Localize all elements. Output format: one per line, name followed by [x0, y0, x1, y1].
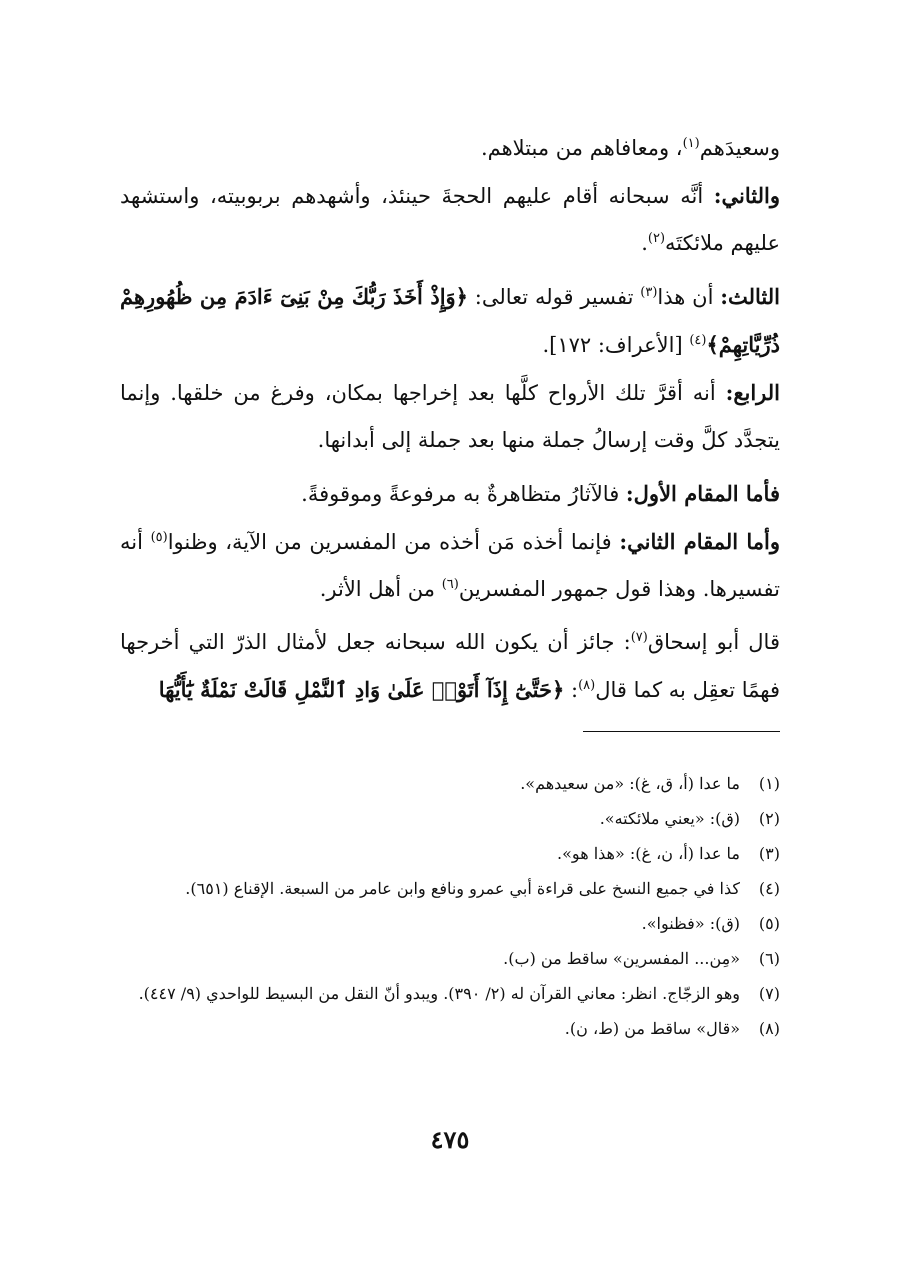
footnote-ref: (١)	[682, 136, 700, 151]
footnote	[120, 836, 780, 871]
footnote-text: كذا في جميع النسخ على قراءة أبي عمرو ونافع وابن عامر من السبعة. الإقناع (٦٥١).	[185, 879, 740, 898]
paragraph-heading: فأما المقام الأول:	[625, 481, 780, 506]
footnote-text: ما عدا (أ، ق، غ): «من سعيدهم».	[520, 774, 740, 793]
footnote-ref: (٨)	[578, 678, 596, 693]
footnote	[120, 976, 780, 1011]
footnote	[120, 766, 780, 801]
text-run: :	[564, 678, 579, 702]
footnote-number: (٥)	[758, 914, 780, 933]
text-run: .	[641, 231, 648, 255]
footnote-text: وهو الزجّاج. انظر: معاني القرآن له (٢/ ٣٩٠). ويبدو أنّ النقل من البسيط للواحدي (٩/ ٤٤٧).	[138, 984, 740, 1003]
footnotes	[120, 766, 780, 1046]
paragraph-heading: الرابع:	[725, 380, 780, 405]
paragraph-5	[120, 470, 780, 518]
paragraph-heading: وأما المقام الثاني:	[619, 529, 780, 554]
paragraph-2	[120, 172, 780, 267]
footnote	[120, 801, 780, 836]
footnote-text: (ق): «يعني ملائكته».	[599, 809, 740, 828]
footnote-ref: (٤)	[689, 333, 707, 348]
paragraph-3	[120, 273, 780, 369]
footnote	[120, 906, 780, 941]
page-number: ٤٧٥	[430, 1125, 470, 1154]
footnote	[120, 941, 780, 976]
text-run: أن هذا	[657, 285, 721, 309]
verse-reference: [الأعراف: ١٧٢].	[542, 333, 690, 357]
text-run: فإنما أخذه مَن أخذه من المفسرين من الآية، وظنوا	[167, 530, 620, 554]
text-run: ، ومعافاهم من مبتلاهم.	[480, 136, 683, 160]
footnote-ref: (٢)	[647, 231, 666, 246]
text-run: : جائز أن يكون الله سبحانه جعل لأمثال الذرّ التي أخرجها فهمًا تعقِل به كما قال	[120, 630, 780, 702]
footnote-number: (٢)	[758, 809, 780, 828]
paragraph-1	[120, 125, 780, 172]
main-text	[120, 125, 780, 714]
text-run: أنه تفسيرها. وهذا قول جمهور المفسرين	[120, 530, 780, 601]
paragraph-heading: والثاني:	[713, 183, 780, 208]
text-run: وسعيدَهم	[699, 136, 780, 160]
quran-verse: ﴿وَإِذْ أَخَذَ رَبُّكَ مِنْ بَنِىٓ ءَادَمَ مِن ظُهُورِهِمْ ذُرِّيَّاتِهِمْ﴾	[120, 284, 780, 357]
footnote-text: ما عدا (أ، ن، غ): «هذا هو».	[557, 844, 740, 863]
quran-verse: ﴿حَتَّىٰٓ إِذَآ أَتَوْا۟ عَلَىٰ وَادِ ٱلنَّمْلِ قَالَتْ نَمْلَةٌ يَٰٓأَيُّهَا	[158, 677, 565, 702]
footnote-ref: (٥)	[150, 530, 168, 545]
footnote-number: (٧)	[758, 984, 780, 1003]
text-run: فالآثارُ متظاهرةٌ به مرفوعةً وموقوفةً.	[301, 482, 626, 506]
paragraph-heading: الثالث:	[720, 284, 780, 309]
footnote-ref: (٧)	[630, 630, 648, 645]
text-run: أنه أقرَّ تلك الأرواح كلَّها بعد إخراجها بمكان، وفرغ من خلقها. وإنما يتجدَّد كلَّ وقت إرسالُ جملة منها بعد جملة إلى أبدانها.	[120, 381, 780, 452]
text-run: أنَّه سبحانه أقام عليهم الحجةَ حينئذ، وأشهدهم بربوبيته، واستشهد عليهم ملائكتَه	[120, 184, 780, 255]
footnote-separator	[583, 731, 780, 732]
footnote-ref: (٦)	[441, 577, 459, 592]
text-run: من أهل الأثر.	[319, 577, 442, 601]
paragraph-4	[120, 369, 780, 464]
text-run: قال أبو إسحاق	[647, 630, 780, 654]
paragraph-6	[120, 518, 780, 613]
footnote-number: (٨)	[758, 1019, 780, 1038]
footnote-ref: (٣)	[640, 285, 658, 300]
paragraph-7	[120, 619, 780, 714]
footnote	[120, 871, 780, 906]
footnote-text: (ق): «فظنوا».	[641, 914, 740, 933]
footnote	[120, 1011, 780, 1046]
footnote-number: (٦)	[758, 949, 780, 968]
footnote-number: (٤)	[758, 879, 780, 898]
text-run: تفسير قوله تعالى:	[467, 285, 641, 309]
footnote-number: (٣)	[758, 844, 780, 863]
footnote-number: (١)	[758, 774, 780, 793]
footnote-text: «قال» ساقط من (ط، ن).	[564, 1019, 740, 1038]
footnote-text: «مِن... المفسرين» ساقط من (ب).	[503, 949, 740, 968]
